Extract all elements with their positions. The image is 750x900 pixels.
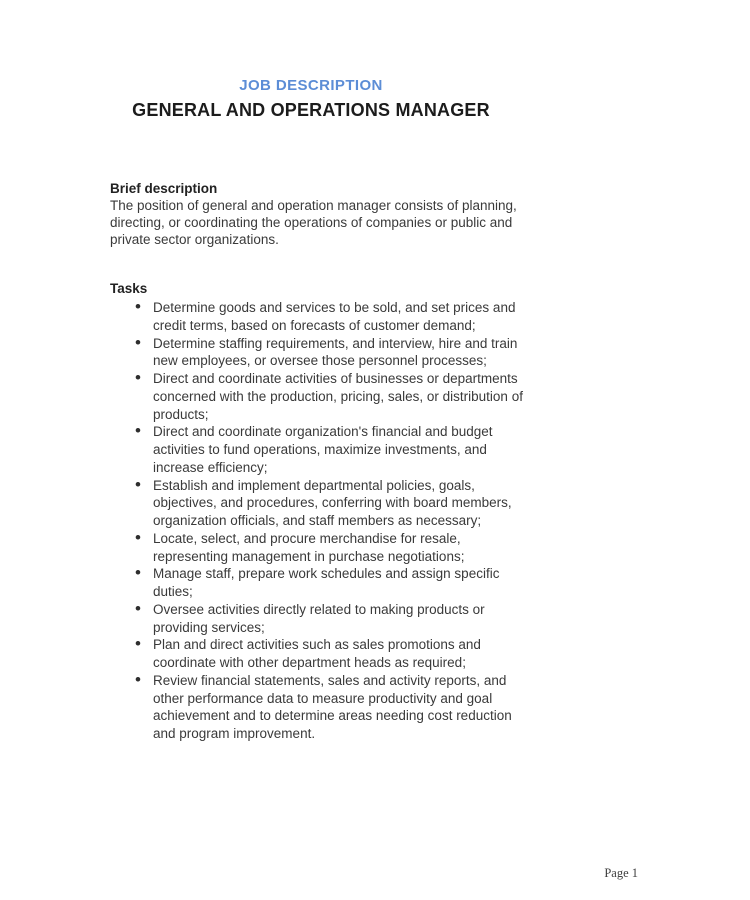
brief-description-heading: Brief description (110, 181, 218, 196)
doc-type-heading: JOB DESCRIPTION (239, 77, 383, 94)
tasks-section (110, 280, 538, 743)
brief-description-section (110, 180, 538, 248)
task-item: • Direct and coordinate activities of businesses or departments concerned with the production, pricing, sales, or distribution of products; (110, 370, 535, 423)
page-number: Page 1 (604, 866, 638, 880)
page-title: GENERAL AND OPERATIONS MANAGER (132, 100, 490, 120)
task-item: • Manage staff, prepare work schedules and assign specific duties; (110, 565, 535, 601)
tasks-heading: Tasks (110, 281, 148, 296)
task-item: • Locate, select, and procure merchandise for resale, representing management in purchase negotiations; (110, 530, 535, 566)
task-item: • Determine staffing requirements, and interview, hire and train new employees, or oversee those personnel processes; (110, 335, 535, 371)
tasks-list (110, 299, 538, 743)
task-item: • Oversee activities directly related to making products or providing services; (110, 601, 535, 637)
task-item: • Determine goods and services to be sold, and set prices and credit terms, based on forecasts of customer demand; (110, 299, 535, 335)
task-item: • Plan and direct activities such as sales promotions and coordinate with other department heads as required; (110, 636, 535, 672)
document-header (110, 76, 512, 121)
brief-description-text: The position of general and operation manager consists of planning, directing, or coordinating the operations of companies or public and private sector organizations. (110, 198, 517, 247)
task-item: • Review financial statements, sales and activity reports, and other performance data to measure productivity and goal achievement and to determine areas needing cost reduction and program improvement. (110, 672, 535, 743)
task-item: • Direct and coordinate organization's financial and budget activities to fund operations, maximize investments, and increase efficiency; (110, 423, 535, 476)
task-item: • Establish and implement departmental policies, goals, objectives, and procedures, conferring with board members, organization officials, and staff members as necessary; (110, 477, 535, 530)
